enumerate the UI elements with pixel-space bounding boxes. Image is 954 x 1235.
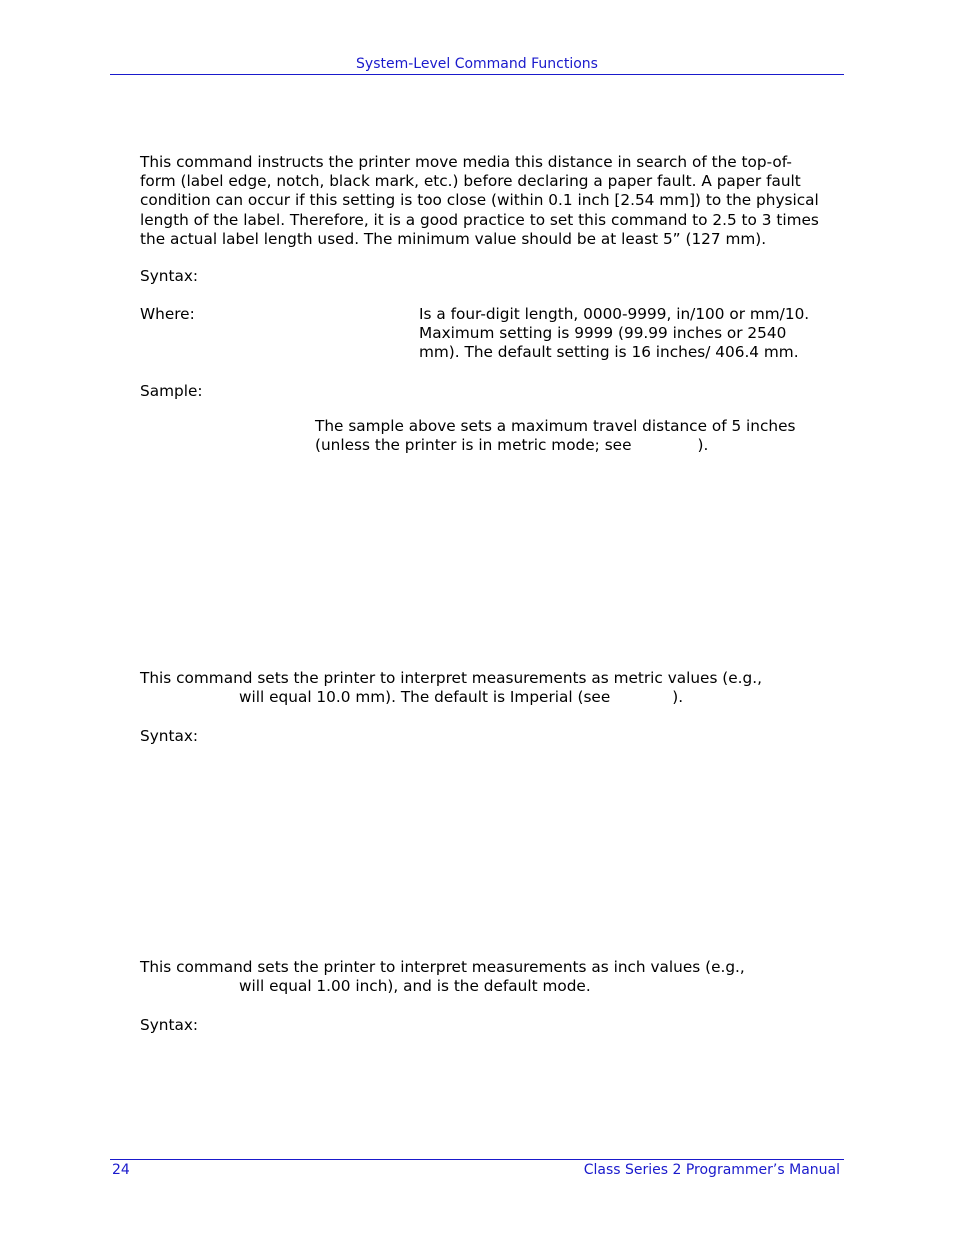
header-rule [110,74,844,75]
syntax-label: Syntax: [140,267,199,285]
sample-line [315,436,835,455]
paragraph-text: will equal 1.00 inch), and is the default mode. [239,977,591,996]
paragraph-line: This command sets the printer to interpret measurements as metric values (e.g., [140,669,762,687]
paragraph-end: ). [672,688,684,707]
where-line: mm). The default setting is 16 inches/ 406.4 mm. [419,343,799,362]
paragraph-line [140,977,844,996]
sample-line-text: (unless the printer is in metric mode; see [315,436,632,455]
paragraph-line: This command instructs the printer move media this distance in search of the top-of- [140,153,792,171]
paragraph-line: condition can occur if this setting is too close (within 0.1 inch [2.54 mm]) to the physical [140,191,819,210]
where-label: Where: [140,305,195,323]
sample-description [315,417,835,455]
section1-paragraph [140,153,844,249]
paragraph-text: will equal 10.0 mm). The default is Imperial (see [239,688,611,707]
section2-paragraph [140,669,844,707]
syntax-label: Syntax: [140,1016,199,1034]
syntax-label: Syntax: [140,727,199,745]
where-line: Maximum setting is 9999 (99.99 inches or 2540 [419,324,787,343]
footer-rule [110,1159,844,1160]
page-number: 24 [112,1162,130,1178]
sample-line-end: ). [697,436,709,455]
sample-label: Sample: [140,382,203,400]
paragraph-line: This command sets the printer to interpret measurements as inch values (e.g., [140,958,745,976]
paragraph-line: form (label edge, notch, black mark, etc.) before declaring a paper fault. A paper fault [140,172,801,191]
running-header: System-Level Command Functions [356,56,598,72]
where-description [419,305,844,363]
paragraph-line: the actual label length used. The minimum value should be at least 5” (127 mm). [140,229,767,248]
paragraph-line: length of the label. Therefore, it is a good practice to set this command to 2.5 to 3 times [140,210,819,229]
section3-paragraph [140,958,844,996]
where-line: Is a four-digit length, 0000-9999, in/100 or mm/10. [419,305,810,323]
sample-line: The sample above sets a maximum travel distance of 5 inches [315,417,796,435]
manual-title: Class Series 2 Programmer’s Manual [583,1162,840,1178]
paragraph-line [140,688,844,707]
